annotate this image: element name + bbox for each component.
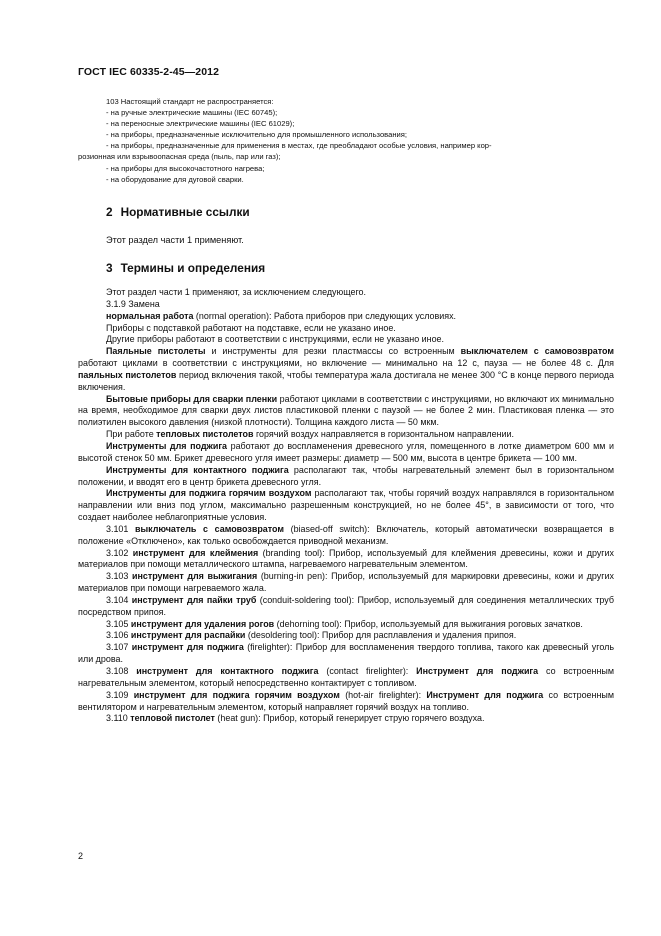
paragraph: Инструменты для поджига работают до воспламенения древесного угля, помещенного в лотке диаметром 600 мм и высотой стенок 50 мм. Брикет древесного угля имеет размеры: диаметр — 500 мм, высота в центре брикета — 100 мм. [78, 440, 614, 463]
term: Инструменты для поджига горячим воздухом [106, 488, 312, 499]
scope-item: - на ручные электрические машины (IEC 60745); [106, 108, 278, 118]
term: Паяльные пистолеты [106, 346, 206, 357]
section-title: Нормативные ссылки [120, 205, 250, 219]
definition-3-104: 3.104 инструмент для пайки труб (conduit-soldering tool): Прибор, используемый для соединения металлических труб посредством припоя. [78, 594, 614, 617]
clause-heading: 3.1.9 Замена [106, 298, 160, 309]
definition-3-103: 3.103 инструмент для выжигания (burning-in pen): Прибор, используемый для маркировки древесины, кожи и других материалов при помощи нагреваемого жала. [78, 571, 614, 594]
paragraph: нормальная работа (normal operation): Работа приборов при следующих условиях. [106, 310, 457, 321]
scope-item: - на приборы для высокочастотного нагрева; [106, 163, 265, 173]
section-title: Термины и определения [120, 261, 266, 275]
section-2-heading [106, 205, 250, 219]
paragraph: Инструменты для контактного поджига располагают так, чтобы нагревательный элемент был в горизонтальном положении, и вводят его в центр брикета древесного угля. [78, 464, 614, 487]
paragraph: Инструменты для поджига горячим воздухом располагают так, чтобы горячий воздух направлялся в горизонтальном направлении или вниз под углом, максимально разрешенным конструкцией, но не более 45°, в зависимости от того, что создает наиболее неблагоприятные условия. [78, 488, 615, 523]
definition-3-110: 3.110 тепловой пистолет (heat gun): Прибор, который генерирует струю горячего воздуха. [106, 713, 485, 724]
definition-3-107: 3.107 инструмент для поджига (firelighter): Прибор для воспламенения твердого топлива, такого как древесный уголь или дрова. [78, 642, 614, 665]
term: Инструменты для контактного поджига [106, 464, 289, 475]
section-number: 3 [106, 261, 113, 275]
definition-3-109: 3.109 инструмент для поджига горячим воздухом (hot-air firelighter): Инструмент для поджига со встроенным вентилятором и нагревательным элементом, который направляет горячий воздух на топливо. [78, 689, 614, 712]
term: Инструмент для поджига [416, 666, 539, 676]
paragraph: Приборы с подставкой работают на подставке, если не указано иное. [106, 322, 396, 333]
definition-3-108: 3.108 инструмент для контактного поджига (contact firelighter): Инструмент для поджига со встроенным нагревательным элементом, который непосредственно контактирует с топливом. [78, 666, 614, 688]
document-header: ГОСТ IEC 60335-2-45—2012 [78, 66, 220, 78]
term: инструмент для контактного поджига [136, 666, 319, 676]
term: инструмент для пайки труб [131, 594, 257, 605]
scope-exclusions-list [78, 96, 614, 185]
definition-3-101: 3.101 выключатель с самовозвратом (biased-off switch): Включатель, который автоматически возвращается в положение «Отключено», как только освобождается приводной механизм. [78, 523, 614, 546]
term: инструмент для удаления рогов [130, 618, 275, 629]
page-number: 2 [78, 851, 84, 861]
definition-3-106: 3.106 инструмент для распайки (desoldering tool): Прибор для расплавления и удаления припоя. [106, 630, 517, 641]
definition-3-102: 3.102 инструмент для клеймения (branding tool): Прибор, используемый для клеймения древесины, кожи и других материалов при помощи металлического штампа, нагреваемого нагревательным элементом. [78, 547, 615, 570]
term: инструмент для поджига [131, 642, 244, 653]
term: Бытовые приборы для сварки пленки [106, 393, 278, 404]
term: Инструмент для поджига [426, 689, 544, 700]
section-2-text: Этот раздел части 1 применяют. [106, 235, 244, 245]
section-3-heading [106, 261, 265, 275]
paragraph: Паяльные пистолеты и инструменты для резки пластмассы со встроенным выключателем с самовозвратом работают циклами в соответствии с инструкциями, но включение — минимально на 12 с, пауза — не более 48 с. Для паяльных пистолетов период включения такой, чтобы температура жала достигала не менее 300 °С в конце первого периода включения. [78, 346, 614, 392]
term: инструмент для клеймения [132, 547, 259, 558]
scope-intro: 103 Настоящий стандарт не распространяется: [106, 97, 274, 106]
term: выключателем с самовозвратом [460, 346, 614, 357]
section-number: 2 [106, 205, 113, 219]
term: нормальная работа [106, 310, 194, 321]
term: паяльных пистолетов [78, 369, 177, 380]
paragraph: Этот раздел части 1 применяют, за исключением следующего. [106, 287, 366, 297]
term: выключатель с самовозвратом [135, 523, 284, 534]
scope-item: - на приборы, предназначенные исключительно для промышленного использования; [106, 130, 407, 140]
paragraph: Бытовые приборы для сварки пленки работают циклами в соответствии с инструкциями, но включают их минимально на время, необходимое для сварки двух листов пластиковой пленки с паузой — не более 2 мин. Пластиковая пленка — это полиэтилен высокого давления (низкой плотности). Толщина каждого листа — 50 мкм. [78, 393, 614, 428]
term: инструмент для поджига горячим воздухом [133, 689, 340, 700]
scope-item: - на приборы, предназначенные для применения в местах, где преобладают особые условия, например кор- [106, 141, 492, 151]
scope-item: - на оборудование для дуговой сварки. [106, 174, 244, 184]
term: Инструменты для поджига [106, 440, 228, 451]
scope-item-continuation: розионная или взрывоопасная среда (пыль, пар или газ); [78, 152, 281, 162]
definition-3-105: 3.105 инструмент для удаления рогов (dehorning tool): Прибор, используемый для выжигания роговых зачатков. [106, 618, 583, 629]
term: тепловой пистолет [130, 713, 215, 724]
scope-item: - на переносные электрические машины (IEC 61029); [106, 119, 295, 129]
term: инструмент для выжигания [131, 571, 258, 582]
term: инструмент для распайки [130, 630, 246, 641]
paragraph: При работе тепловых пистолетов горячий воздух направляется в горизонтальном направлении. [106, 429, 514, 440]
paragraph: Другие приборы работают в соответствии с инструкциями, если не указано иное. [106, 334, 444, 345]
section-3-body [78, 287, 614, 725]
term: тепловых пистолетов [156, 429, 254, 440]
